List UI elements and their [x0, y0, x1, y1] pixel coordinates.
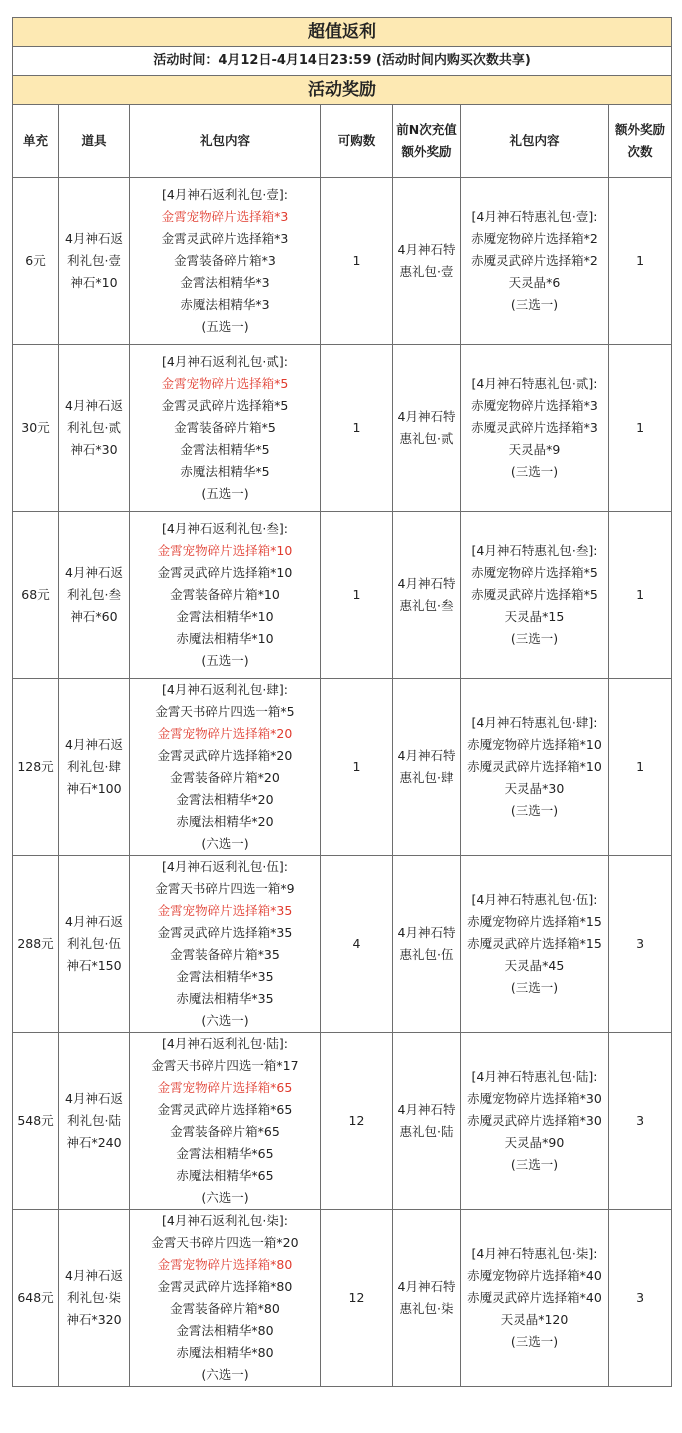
content-line: 金霄装备碎片箱*35 — [170, 947, 280, 962]
content-line: 金霄法相精华*65 — [176, 1146, 274, 1161]
item-cell-line: 4月神石返 — [65, 565, 123, 580]
count-cell: 1 — [321, 345, 393, 512]
item-cell-line: 利礼包·陆 — [67, 1113, 121, 1128]
rebate-table — [12, 17, 672, 1387]
item-cell-line: 4月神石返 — [65, 1091, 123, 1106]
content2-cell-line: (三选一) — [510, 631, 559, 646]
charge-cell: 30元 — [13, 345, 59, 512]
content-line: [4月神石返利礼包·叁]: — [162, 521, 288, 536]
content-line: [4月神石返利礼包·壹]: — [162, 187, 288, 202]
content2-cell-line: 赤魇灵武碎片选择箱*10 — [467, 759, 602, 774]
highlight-line: 金霄宠物碎片选择箱*20 — [157, 726, 293, 741]
content2-cell-line: [4月神石特惠礼包·柒]: — [471, 1246, 598, 1261]
extra-cell — [393, 512, 461, 679]
content-line: [4月神石返利礼包·柒]: — [162, 1213, 288, 1228]
content-line: 金霄灵武碎片选择箱*5 — [161, 398, 289, 413]
content-line: (六选一) — [201, 1013, 249, 1028]
content-cell — [130, 1033, 321, 1210]
content-cell — [130, 856, 321, 1033]
header-extra-line2: 额外奖励 — [401, 144, 452, 159]
charge-cell: 128元 — [13, 679, 59, 856]
content2-cell-line: (三选一) — [510, 1157, 559, 1172]
item-cell-line: 利礼包·壹 — [67, 253, 121, 268]
extra-cell-line: 惠礼包·叁 — [399, 598, 454, 613]
header-content: 礼包内容 — [130, 105, 321, 178]
content-cell — [130, 512, 321, 679]
content-line: 金霄法相精华*10 — [176, 609, 274, 624]
table-row — [13, 679, 672, 856]
times-cell: 3 — [609, 1033, 672, 1210]
content2-cell — [461, 1033, 609, 1210]
highlight-line: 金霄宠物碎片选择箱*35 — [157, 903, 293, 918]
times-cell: 3 — [609, 1210, 672, 1387]
highlight-line: 金霄宠物碎片选择箱*80 — [157, 1257, 293, 1272]
highlight-line: 金霄宠物碎片选择箱*10 — [157, 543, 293, 558]
extra-cell — [393, 1033, 461, 1210]
content2-cell-line: [4月神石特惠礼包·壹]: — [471, 209, 598, 224]
table-row — [13, 345, 672, 512]
item-cell — [59, 1033, 130, 1210]
content-line: 赤魇法相精华*3 — [180, 297, 270, 312]
table-row — [13, 512, 672, 679]
content-line: [4月神石返利礼包·肆]: — [162, 682, 288, 697]
content2-cell-line: 赤魇灵武碎片选择箱*30 — [467, 1113, 602, 1128]
content2-cell-line: 赤魇宠物碎片选择箱*2 — [471, 231, 598, 246]
header-charge: 单充 — [13, 105, 59, 178]
content2-cell-line: 天灵晶*30 — [504, 781, 565, 796]
content2-cell — [461, 512, 609, 679]
content-line: 金霄天书碎片四选一箱*20 — [151, 1235, 299, 1250]
content-cell — [130, 679, 321, 856]
count-cell: 4 — [321, 856, 393, 1033]
item-cell — [59, 1210, 130, 1387]
content2-cell-line: 天灵晶*15 — [504, 609, 565, 624]
content2-cell-line: [4月神石特惠礼包·叁]: — [471, 543, 598, 558]
content-line: 金霄装备碎片箱*65 — [170, 1124, 280, 1139]
item-cell-line: 4月神石返 — [65, 914, 123, 929]
item-cell-line: 神石*320 — [66, 1312, 122, 1327]
item-cell — [59, 856, 130, 1033]
content-line: (五选一) — [201, 486, 249, 501]
content-line: (六选一) — [201, 836, 249, 851]
extra-cell-line: 惠礼包·伍 — [399, 947, 454, 962]
content-line: 金霄法相精华*5 — [180, 442, 270, 457]
content-line: 金霄装备碎片箱*3 — [174, 253, 276, 268]
content2-cell-line: 天灵晶*90 — [504, 1135, 565, 1150]
content2-cell-line: 天灵晶*9 — [508, 442, 561, 457]
content2-cell-line: [4月神石特惠礼包·陆]: — [471, 1069, 598, 1084]
times-cell: 3 — [609, 856, 672, 1033]
extra-cell — [393, 856, 461, 1033]
rebate-table-container — [12, 17, 671, 1387]
content2-cell-line: [4月神石特惠礼包·肆]: — [471, 715, 598, 730]
item-cell-line: 利礼包·柒 — [67, 1290, 121, 1305]
header-content2: 礼包内容 — [461, 105, 609, 178]
count-cell: 12 — [321, 1210, 393, 1387]
item-cell — [59, 679, 130, 856]
header-item: 道具 — [59, 105, 130, 178]
content-line: 赤魇法相精华*80 — [176, 1345, 274, 1360]
charge-cell: 288元 — [13, 856, 59, 1033]
content-line: (六选一) — [201, 1190, 249, 1205]
event-time: 活动时间：4月12日-4月14日23:59 (活动时间内购买次数共享) — [13, 47, 672, 76]
content2-cell-line: 赤魇宠物碎片选择箱*30 — [467, 1091, 602, 1106]
content2-cell-line: 赤魇宠物碎片选择箱*10 — [467, 737, 602, 752]
content-line: 金霄灵武碎片选择箱*3 — [161, 231, 289, 246]
content-cell — [130, 1210, 321, 1387]
content2-cell-line: (三选一) — [510, 464, 559, 479]
content-line: (六选一) — [201, 1367, 249, 1382]
highlight-line: 金霄宠物碎片选择箱*65 — [157, 1080, 293, 1095]
item-cell-line: 神石*60 — [70, 609, 118, 624]
item-cell-line: 神石*240 — [66, 1135, 122, 1150]
content2-cell-line: 天灵晶*120 — [500, 1312, 569, 1327]
header-extra-times-line1: 额外奖励 — [615, 122, 666, 137]
header-extra-times-line2: 次数 — [627, 144, 653, 159]
extra-cell-line: 4月神石特 — [397, 1102, 456, 1117]
item-cell-line: 利礼包·叁 — [67, 587, 121, 602]
item-cell-line: 4月神石返 — [65, 737, 123, 752]
content2-cell-line: (三选一) — [510, 980, 559, 995]
table-title: 超值返利 — [13, 18, 672, 47]
content-line: 金霄法相精华*80 — [176, 1323, 274, 1338]
content-line: 赤魇法相精华*20 — [176, 814, 274, 829]
content-line: 金霄灵武碎片选择箱*10 — [157, 565, 293, 580]
content-line: 金霄灵武碎片选择箱*65 — [157, 1102, 293, 1117]
content-line: 金霄装备碎片箱*20 — [170, 770, 280, 785]
extra-cell-line: 4月神石特 — [397, 409, 456, 424]
extra-cell-line: 4月神石特 — [397, 576, 456, 591]
item-cell — [59, 178, 130, 345]
header-extra — [393, 105, 461, 178]
content-cell — [130, 345, 321, 512]
item-cell-line: 神石*30 — [70, 442, 118, 457]
charge-cell: 68元 — [13, 512, 59, 679]
rewards-subtitle: 活动奖励 — [13, 76, 672, 105]
content-line: 金霄天书碎片四选一箱*9 — [155, 881, 295, 896]
content2-cell-line: (三选一) — [510, 803, 559, 818]
content-line: 金霄灵武碎片选择箱*80 — [157, 1279, 293, 1294]
content2-cell-line: 赤魇灵武碎片选择箱*3 — [471, 420, 598, 435]
extra-cell-line: 4月神石特 — [397, 925, 456, 940]
content2-cell — [461, 679, 609, 856]
times-cell: 1 — [609, 345, 672, 512]
header-extra-times — [609, 105, 672, 178]
table-row — [13, 1210, 672, 1387]
content-line: 金霄装备碎片箱*5 — [174, 420, 276, 435]
content2-cell-line: 赤魇灵武碎片选择箱*15 — [467, 936, 602, 951]
content2-cell-line: 赤魇灵武碎片选择箱*2 — [471, 253, 598, 268]
table-row — [13, 178, 672, 345]
charge-cell: 548元 — [13, 1033, 59, 1210]
content-line: 赤魇法相精华*35 — [176, 991, 274, 1006]
times-cell: 1 — [609, 178, 672, 345]
header-count: 可购数 — [321, 105, 393, 178]
content-line: [4月神石返利礼包·陆]: — [162, 1036, 288, 1051]
content-line: 金霄法相精华*3 — [180, 275, 270, 290]
content2-cell-line: 赤魇宠物碎片选择箱*40 — [467, 1268, 602, 1283]
extra-cell — [393, 178, 461, 345]
count-cell: 1 — [321, 178, 393, 345]
extra-cell-line: 惠礼包·壹 — [399, 264, 454, 279]
extra-cell — [393, 345, 461, 512]
content-line: 金霄装备碎片箱*10 — [170, 587, 280, 602]
content-line: 赤魇法相精华*65 — [176, 1168, 274, 1183]
count-cell: 1 — [321, 512, 393, 679]
count-cell: 1 — [321, 679, 393, 856]
extra-cell-line: 4月神石特 — [397, 748, 456, 763]
content-line: [4月神石返利礼包·贰]: — [162, 354, 288, 369]
content-line: 赤魇法相精华*5 — [180, 464, 270, 479]
charge-cell: 648元 — [13, 1210, 59, 1387]
content2-cell-line: 赤魇宠物碎片选择箱*5 — [471, 565, 598, 580]
times-cell: 1 — [609, 512, 672, 679]
content2-cell — [461, 345, 609, 512]
content-line: [4月神石返利礼包·伍]: — [162, 859, 288, 874]
content2-cell-line: 赤魇宠物碎片选择箱*15 — [467, 914, 602, 929]
count-cell: 12 — [321, 1033, 393, 1210]
item-cell-line: 利礼包·贰 — [67, 420, 121, 435]
content2-cell-line: (三选一) — [510, 297, 559, 312]
item-cell-line: 利礼包·肆 — [67, 759, 121, 774]
extra-cell-line: 惠礼包·柒 — [399, 1301, 454, 1316]
header-row — [13, 105, 672, 178]
table-row — [13, 1033, 672, 1210]
content2-cell-line: 赤魇灵武碎片选择箱*40 — [467, 1290, 602, 1305]
item-cell-line: 神石*10 — [70, 275, 118, 290]
content-line: 金霄法相精华*35 — [176, 969, 274, 984]
table-row — [13, 856, 672, 1033]
content2-cell-line: [4月神石特惠礼包·伍]: — [471, 892, 598, 907]
highlight-line: 金霄宠物碎片选择箱*5 — [161, 376, 289, 391]
content-line: 金霄灵武碎片选择箱*35 — [157, 925, 293, 940]
item-cell-line: 4月神石返 — [65, 1268, 123, 1283]
item-cell — [59, 512, 130, 679]
header-extra-line1: 前N次充值 — [396, 122, 457, 137]
item-cell — [59, 345, 130, 512]
highlight-line: 金霄宠物碎片选择箱*3 — [161, 209, 289, 224]
extra-cell-line: 4月神石特 — [397, 242, 456, 257]
extra-cell-line: 惠礼包·陆 — [399, 1124, 454, 1139]
content2-cell-line: (三选一) — [510, 1334, 559, 1349]
content-line: 赤魇法相精华*10 — [176, 631, 274, 646]
content2-cell-line: [4月神石特惠礼包·贰]: — [471, 376, 598, 391]
content-line: (五选一) — [201, 653, 249, 668]
content-line: 金霄天书碎片四选一箱*17 — [151, 1058, 299, 1073]
item-cell-line: 4月神石返 — [65, 398, 123, 413]
content2-cell — [461, 1210, 609, 1387]
content2-cell-line: 赤魇宠物碎片选择箱*3 — [471, 398, 598, 413]
content-line: 金霄法相精华*20 — [176, 792, 274, 807]
extra-cell — [393, 679, 461, 856]
item-cell-line: 利礼包·伍 — [67, 936, 121, 951]
item-cell-line: 神石*100 — [66, 781, 122, 796]
content2-cell — [461, 178, 609, 345]
content-line: 金霄天书碎片四选一箱*5 — [155, 704, 295, 719]
item-cell-line: 4月神石返 — [65, 231, 123, 246]
extra-cell-line: 4月神石特 — [397, 1279, 456, 1294]
content-line: 金霄装备碎片箱*80 — [170, 1301, 280, 1316]
content2-cell-line: 天灵晶*45 — [504, 958, 565, 973]
extra-cell — [393, 1210, 461, 1387]
content2-cell-line: 天灵晶*6 — [508, 275, 561, 290]
item-cell-line: 神石*150 — [66, 958, 122, 973]
content-line: 金霄灵武碎片选择箱*20 — [157, 748, 293, 763]
extra-cell-line: 惠礼包·贰 — [399, 431, 454, 446]
content2-cell — [461, 856, 609, 1033]
content2-cell-line: 赤魇灵武碎片选择箱*5 — [471, 587, 598, 602]
times-cell: 1 — [609, 679, 672, 856]
charge-cell: 6元 — [13, 178, 59, 345]
extra-cell-line: 惠礼包·肆 — [399, 770, 454, 785]
content-cell — [130, 178, 321, 345]
content-line: (五选一) — [201, 319, 249, 334]
